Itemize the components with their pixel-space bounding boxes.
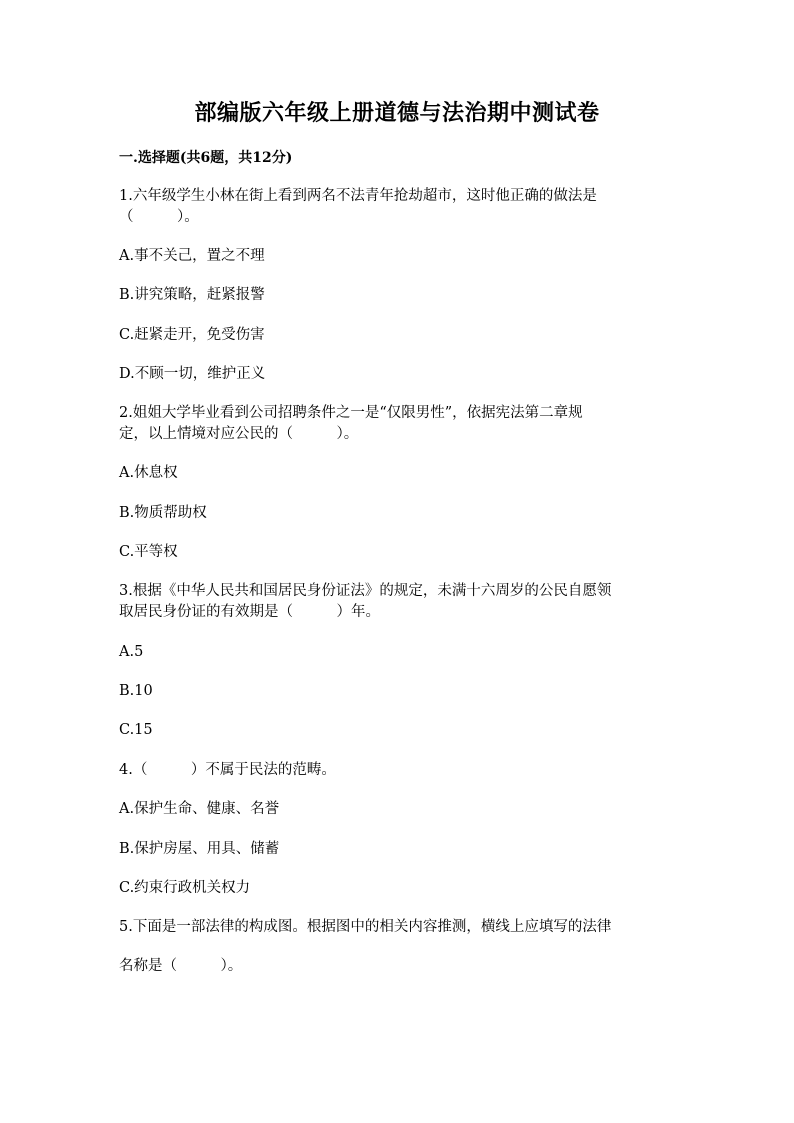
- question-3-option-c: C.15: [119, 722, 153, 738]
- question-2-stem-line-2: 定，以上情境对应公民的（ ）。: [119, 426, 359, 442]
- question-1-option-d: D.不顾一切，维护正义: [119, 366, 266, 382]
- question-2-option-b: B.物质帮助权: [119, 505, 207, 521]
- question-1-option-a: A.事不关己，置之不理: [119, 248, 265, 264]
- question-4-stem-line-1: 4.（ ）不属于民法的范畴。: [119, 762, 336, 778]
- question-5-stem-line-2: 名称是（ ）。: [119, 958, 243, 974]
- page-title: 部编版六年级上册道德与法治期中测试卷: [194, 100, 600, 126]
- question-1-stem-line-1: 1.六年级学生小林在街上看到两名不法青年抢劫超市，这时他正确的做法是: [119, 188, 597, 204]
- section-heading: 一.选择题(共6题，共12分): [119, 150, 293, 166]
- question-1-stem-line-2: （ ）。: [119, 209, 199, 225]
- question-4-option-b: B.保护房屋、用具、储蓄: [119, 841, 280, 857]
- question-2-option-c: C.平等权: [119, 544, 178, 560]
- question-3-stem-line-1: 3.根据《中华人民共和国居民身份证法》的规定，未满十六周岁的公民自愿领: [119, 583, 612, 599]
- question-2-option-a: A.休息权: [119, 465, 178, 481]
- question-2-stem-line-1: 2.姐姐大学毕业看到公司招聘条件之一是“仅限男性”，依据宪法第二章规: [119, 405, 583, 421]
- question-5-stem-line-1: 5.下面是一部法律的构成图。根据图中的相关内容推测，横线上应填写的法律: [119, 919, 612, 935]
- question-4-option-c: C.约束行政机关权力: [119, 880, 251, 896]
- question-3-stem-line-2: 取居民身份证的有效期是（ ）年。: [119, 604, 380, 620]
- question-1-option-b: B.讲究策略，赶紧报警: [119, 287, 265, 303]
- question-3-option-a: A.5: [119, 644, 144, 660]
- question-1-option-c: C.赶紧走开，免受伤害: [119, 327, 265, 343]
- question-3-option-b: B.10: [119, 683, 153, 699]
- question-4-option-a: A.保护生命、健康、名誉: [119, 801, 280, 817]
